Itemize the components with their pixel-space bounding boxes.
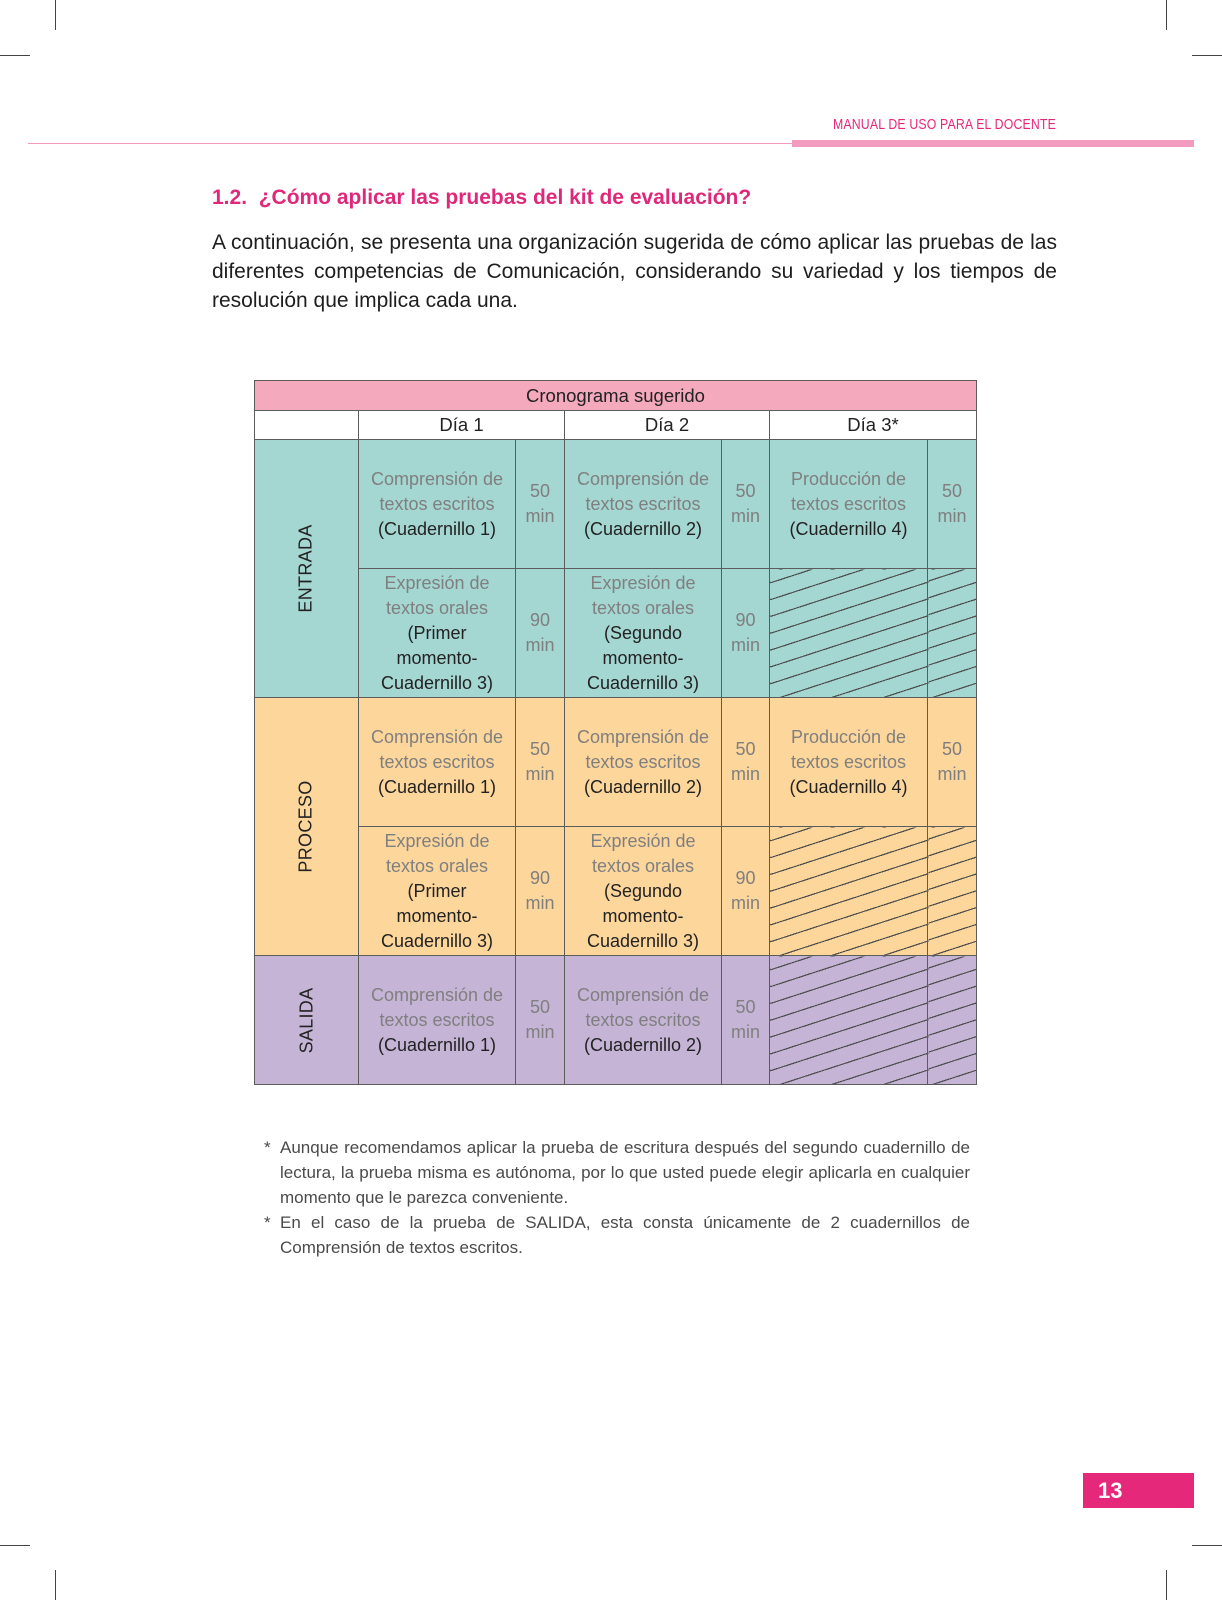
- duration-cell: 50 min: [516, 956, 565, 1085]
- day-header: Día 2: [565, 411, 770, 440]
- day-header: Día 1: [359, 411, 565, 440]
- activity-cell: Comprensión de textos escritos (Cuadernillo 2): [565, 956, 722, 1085]
- section-heading: ¿Cómo aplicar las pruebas del kit de evaluación?: [258, 186, 752, 209]
- duration-cell: 50 min: [722, 956, 770, 1085]
- empty-hatched-cell: [928, 827, 977, 956]
- footnote: [262, 1210, 970, 1260]
- empty-hatched-cell: [770, 569, 928, 698]
- header-rule-accent: [792, 140, 1194, 147]
- activity-cell: Comprensión de textos escritos (Cuadernillo 1): [359, 440, 516, 569]
- stage-label: ENTRADA: [296, 524, 316, 613]
- footnote-mark: *: [264, 1213, 271, 1232]
- activity-cell: Expresión de textos orales (Segundo momento- Cuadernillo 3): [565, 827, 722, 956]
- activity-cell: Producción de textos escritos (Cuadernillo 4): [770, 698, 928, 827]
- duration-cell: 90 min: [722, 827, 770, 956]
- crop-mark: [0, 1545, 30, 1546]
- footnote-mark: *: [264, 1138, 271, 1157]
- crop-mark: [1166, 0, 1167, 30]
- stage-entrada: [255, 440, 359, 698]
- duration-cell: 50 min: [928, 440, 977, 569]
- duration-cell: 90 min: [516, 569, 565, 698]
- activity-cell: Comprensión de textos escritos (Cuadernillo 1): [359, 956, 516, 1085]
- activity-cell: Expresión de textos orales (Primer momento- Cuadernillo 3): [359, 827, 516, 956]
- activity-cell: Expresión de textos orales (Primer momento- Cuadernillo 3): [359, 569, 516, 698]
- crop-mark: [1192, 55, 1222, 56]
- stage-salida: [255, 956, 359, 1085]
- day-header: Día 3*: [770, 411, 977, 440]
- crop-mark: [1192, 1545, 1222, 1546]
- empty-hatched-cell: [770, 827, 928, 956]
- crop-mark: [0, 55, 30, 56]
- activity-cell: Comprensión de textos escritos (Cuadernillo 2): [565, 698, 722, 827]
- stage-label: SALIDA: [296, 987, 316, 1053]
- section-title: [212, 186, 751, 210]
- crop-mark: [55, 1570, 56, 1600]
- crop-mark: [55, 0, 56, 30]
- stage-proceso: [255, 698, 359, 956]
- footnote: [262, 1135, 970, 1210]
- duration-cell: 50 min: [516, 698, 565, 827]
- duration-cell: 50 min: [722, 698, 770, 827]
- crop-mark: [1166, 1570, 1167, 1600]
- footnotes: [262, 1135, 970, 1260]
- duration-cell: 90 min: [516, 827, 565, 956]
- footnote-text: Aunque recomendamos aplicar la prueba de escritura después del segundo cuadernillo de lectura, la prueba misma es autónoma, por lo que usted puede elegir aplicarla en cualquier momento que le parezca conveniente.: [280, 1138, 970, 1207]
- page-number: 13: [1098, 1478, 1123, 1503]
- empty-hatched-cell: [770, 956, 928, 1085]
- section-number: 1.2.: [212, 186, 248, 209]
- activity-cell: Producción de textos escritos (Cuadernillo 4): [770, 440, 928, 569]
- duration-cell: 50 min: [928, 698, 977, 827]
- footnote-text: En el caso de la prueba de SALIDA, esta consta únicamente de 2 cuadernillos de Comprensión de textos escritos.: [280, 1213, 970, 1257]
- empty-hatched-cell: [928, 956, 977, 1085]
- intro-paragraph: A continuación, se presenta una organización sugerida de cómo aplicar las pruebas de las diferentes competencias de Comunicación, considerando su variedad y los tiempos de resolución que implica cada una.: [212, 231, 1057, 312]
- activity-cell: Expresión de textos orales (Segundo momento- Cuadernillo 3): [565, 569, 722, 698]
- duration-cell: 50 min: [722, 440, 770, 569]
- running-header: MANUAL DE USO PARA EL DOCENTE: [832, 116, 1056, 133]
- stage-header-empty: [255, 411, 359, 440]
- activity-cell: Comprensión de textos escritos (Cuadernillo 1): [359, 698, 516, 827]
- activity-cell: Comprensión de textos escritos (Cuadernillo 2): [565, 440, 722, 569]
- empty-hatched-cell: [928, 569, 977, 698]
- schedule-table: [254, 380, 977, 1085]
- schedule-title: Cronograma sugerido: [255, 381, 977, 411]
- stage-label: PROCESO: [296, 780, 316, 873]
- duration-cell: 90 min: [722, 569, 770, 698]
- duration-cell: 50 min: [516, 440, 565, 569]
